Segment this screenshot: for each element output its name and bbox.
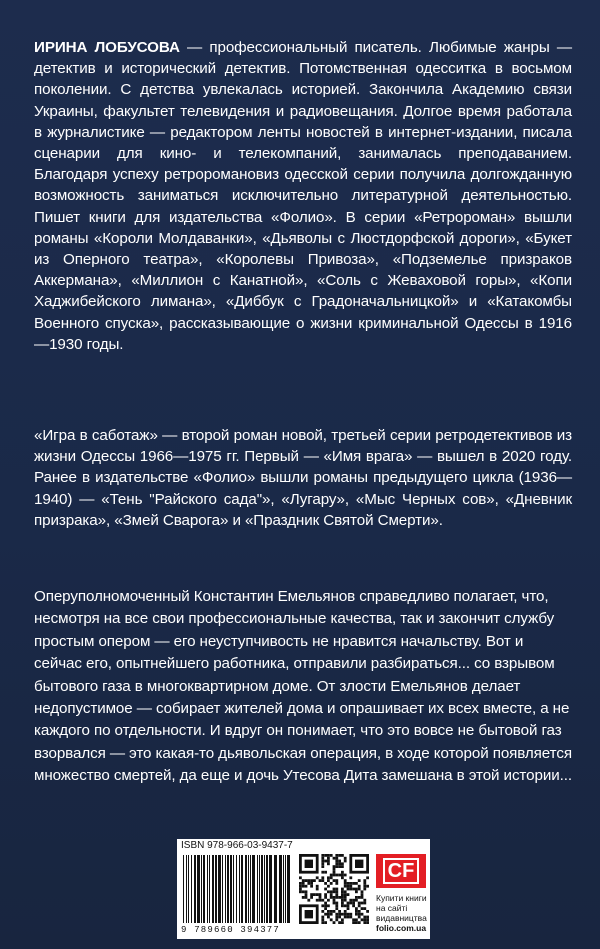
qr-module [358, 916, 361, 919]
qr-module [347, 902, 350, 905]
qr-module [333, 902, 336, 905]
qr-module [330, 918, 333, 921]
qr-module [341, 893, 344, 896]
qr-module [344, 885, 347, 888]
author-name: ИРИНА ЛОБУСОВА [34, 39, 180, 56]
qr-module [338, 913, 341, 916]
barcode-bar [259, 855, 260, 923]
qr-module [321, 871, 324, 874]
qr-module [335, 857, 338, 860]
qr-module [321, 854, 324, 857]
qr-module [344, 893, 347, 896]
qr-module [366, 921, 369, 924]
publisher-site: folio.com.ua [376, 923, 427, 933]
qr-module [363, 918, 366, 921]
qr-module [363, 907, 366, 910]
barcode-bar [186, 855, 187, 923]
qr-module [305, 890, 308, 893]
qr-module [324, 888, 327, 891]
qr-module [302, 879, 305, 882]
qr-module [333, 896, 336, 899]
qr-module [316, 885, 319, 888]
qr-module [327, 916, 330, 919]
qr-module [341, 918, 344, 921]
qr-module [316, 893, 319, 896]
qr-module [307, 879, 310, 882]
qr-module [366, 918, 369, 921]
qr-module [330, 874, 333, 877]
qr-module [355, 910, 358, 913]
qr-module [355, 913, 358, 916]
qr-module [330, 896, 333, 899]
qr-module [335, 913, 338, 916]
qr-module [352, 918, 355, 921]
qr-module [327, 913, 330, 916]
qr-module [333, 910, 336, 913]
qr-module [333, 921, 336, 924]
qr-module [358, 913, 361, 916]
qr-module [341, 896, 344, 899]
qr-module [358, 879, 361, 882]
barcode-bar [215, 855, 217, 923]
qr-module [324, 871, 327, 874]
qr-module [321, 918, 324, 921]
qr-module [341, 899, 344, 902]
barcode-bar [183, 855, 184, 923]
barcode-bar [218, 855, 221, 923]
qr-module [347, 885, 350, 888]
qr-module [349, 888, 352, 891]
qr-module [330, 893, 333, 896]
qr-module [299, 882, 302, 885]
barcode-bar [194, 855, 196, 923]
barcode-bar [222, 855, 223, 923]
qr-module [358, 904, 361, 907]
qr-module [363, 885, 366, 888]
qr-module [347, 916, 350, 919]
barcode-bar [245, 855, 247, 923]
qr-module [327, 899, 330, 902]
qr-finder-module [305, 910, 313, 918]
qr-module [335, 860, 338, 863]
qr-module [358, 910, 361, 913]
qr-module [333, 888, 336, 891]
qr-module [335, 896, 338, 899]
qr-module [335, 893, 338, 896]
qr-module [324, 921, 327, 924]
qr-module [355, 907, 358, 910]
qr-module [344, 916, 347, 919]
qr-module [355, 896, 358, 899]
qr-module [347, 882, 350, 885]
barcode-bar [191, 855, 192, 923]
qr-module [321, 857, 324, 860]
qr-module [355, 890, 358, 893]
qr-module [321, 879, 324, 882]
qr-module [366, 885, 369, 888]
qr-module [361, 913, 364, 916]
qr-module [307, 899, 310, 902]
qr-module [347, 893, 350, 896]
qr-module [313, 879, 316, 882]
qr-module [319, 893, 322, 896]
barcode-bar [207, 855, 208, 923]
qr-module [344, 904, 347, 907]
qr-module [352, 904, 355, 907]
barcode-bar [201, 855, 202, 923]
barcode-panel [177, 839, 430, 939]
buy-line-1: Купити книги [376, 893, 427, 903]
qr-module [324, 860, 327, 863]
qr-module [324, 904, 327, 907]
qr-module [299, 888, 302, 891]
qr-module [333, 899, 336, 902]
qr-module [327, 885, 330, 888]
qr-module [358, 885, 361, 888]
qr-module [363, 882, 366, 885]
qr-module [347, 913, 350, 916]
qr-module [363, 879, 366, 882]
qr-module [335, 890, 338, 893]
qr-module [358, 921, 361, 924]
barcode-bar [236, 855, 237, 923]
barcode-bar [252, 855, 255, 923]
barcode-bar [269, 855, 272, 923]
qr-module [333, 890, 336, 893]
qr-module [355, 918, 358, 921]
qr-module [344, 860, 347, 863]
qr-module [338, 916, 341, 919]
qr-module [335, 879, 338, 882]
qr-module [299, 885, 302, 888]
qr-module [324, 907, 327, 910]
author-bio [34, 37, 572, 355]
qr-module [344, 896, 347, 899]
qr-module [299, 876, 302, 879]
qr-module [316, 899, 319, 902]
qr-module [349, 902, 352, 905]
qr-module [363, 921, 366, 924]
qr-module [335, 854, 338, 857]
qr-module [310, 885, 313, 888]
qr-module [330, 854, 333, 857]
qr-module [321, 862, 324, 865]
qr-module [321, 904, 324, 907]
barcode-bar [203, 855, 205, 923]
qr-module [310, 893, 313, 896]
qr-module [344, 874, 347, 877]
qr-module [341, 902, 344, 905]
qr-module [338, 862, 341, 865]
barcode-bar [287, 855, 290, 923]
qr-module [330, 890, 333, 893]
qr-module [305, 885, 308, 888]
barcode-bar [257, 855, 258, 923]
qr-module [327, 857, 330, 860]
qr-module [338, 865, 341, 868]
qr-module [341, 890, 344, 893]
qr-module [333, 868, 336, 871]
qr-module [366, 876, 369, 879]
qr-module [321, 865, 324, 868]
barcode-bar [188, 855, 189, 923]
qr-module [335, 882, 338, 885]
qr-module [330, 882, 333, 885]
qr-module [333, 874, 336, 877]
barcode-bar [209, 855, 210, 923]
qr-module [355, 921, 358, 924]
qr-module [344, 882, 347, 885]
qr-module [333, 871, 336, 874]
qr-module [335, 907, 338, 910]
qr-module [341, 904, 344, 907]
qr-module [335, 916, 338, 919]
qr-module [327, 890, 330, 893]
qr-module [344, 890, 347, 893]
barcode-bar [279, 855, 282, 923]
qr-module [338, 854, 341, 857]
qr-module [313, 893, 316, 896]
qr-module [321, 916, 324, 919]
qr-module [355, 899, 358, 902]
barcode-bar [212, 855, 214, 923]
qr-module [335, 862, 338, 865]
qr-module [327, 862, 330, 865]
qr-module [341, 862, 344, 865]
barcode-bar [230, 855, 232, 923]
barcode-bar [264, 855, 265, 923]
qr-module [344, 910, 347, 913]
barcode-bar [266, 855, 268, 923]
qr-module [349, 913, 352, 916]
qr-module [335, 865, 338, 868]
qr-module [341, 865, 344, 868]
qr-module [302, 885, 305, 888]
qr-module [327, 854, 330, 857]
barcode-bar [233, 855, 234, 923]
qr-module [324, 902, 327, 905]
qr-module [310, 896, 313, 899]
qr-module [355, 888, 358, 891]
qr-module [366, 916, 369, 919]
qr-module [361, 896, 364, 899]
qr-module [324, 882, 327, 885]
barcode-bar [227, 855, 229, 923]
qr-module [352, 902, 355, 905]
qr-module [358, 896, 361, 899]
qr-module [363, 888, 366, 891]
qr-module [341, 854, 344, 857]
qr-module [347, 904, 350, 907]
qr-finder-module [355, 860, 363, 868]
qr-module [341, 913, 344, 916]
qr-module [341, 871, 344, 874]
qr-module [358, 888, 361, 891]
barcode-digits: 9 789660 394377 [181, 925, 281, 935]
qr-module [361, 890, 364, 893]
qr-module [344, 857, 347, 860]
qr-module [352, 921, 355, 924]
qr-module [363, 902, 366, 905]
qr-module [321, 860, 324, 863]
qr-module [344, 879, 347, 882]
qr-module [321, 921, 324, 924]
qr-module [333, 857, 336, 860]
author-bio-text: — профессиональный писатель. Любимые жанры — детектив и исторический детектив. Потомственная одесситка в восьмом поколении. С детства увлекалась историей. Закончила Академию связи Украины, факультет телевидения и радиовещания. Долгое время работала в журналистике — редактором ленты новостей в интернет-издании, писала сценарии для кино- и телекомпаний, занималась преподаванием. Благодаря успеху ретроромановиз одесской серии получила долгожданную возможность заниматься исключительно литературной деятельностью. Пишет книги для издательства «Фолио». В серии «Ретророман» вышли романы «Короли Молдаванки», «Дьяволы с Люстдорфской дороги», «Букет из Оперного театра», «Королевы Привоза», «Подземелье призраков Аккермана», «Миллион с Канатной», «Соль с Жеваховой горы», «Копи Хаджибейского лимана», «Диббук с Градоначальницкой» и «Катакомбы Военного спуска», рассказывающие о жизни криминальной Одессы в 1916—1930 годы. [34, 39, 572, 353]
qr-module [302, 882, 305, 885]
qr-module [338, 874, 341, 877]
barcode-bar [241, 855, 243, 923]
qr-module [299, 890, 302, 893]
qr-module [333, 865, 336, 868]
qr-module [361, 902, 364, 905]
qr-module [330, 910, 333, 913]
qr-module [327, 860, 330, 863]
qr-module [349, 882, 352, 885]
qr-module [327, 879, 330, 882]
qr-module [338, 896, 341, 899]
qr-module [316, 888, 319, 891]
qr-module [333, 879, 336, 882]
qr-module [321, 876, 324, 879]
buy-online-text [376, 893, 430, 933]
qr-module [310, 882, 313, 885]
qr-module [335, 904, 338, 907]
qr-module [349, 876, 352, 879]
qr-module [305, 879, 308, 882]
qr-module [335, 888, 338, 891]
qr-module [366, 910, 369, 913]
qr-module [305, 896, 308, 899]
qr-finder-module [305, 860, 313, 868]
qr-module [305, 893, 308, 896]
barcode-bar [197, 855, 200, 923]
qr-module [341, 921, 344, 924]
qr-module [347, 888, 350, 891]
publisher-logo-text: CF [383, 858, 420, 884]
qr-module [327, 910, 330, 913]
qr-module [338, 921, 341, 924]
book-description: Оперуполномоченный Константин Емельянов справедливо полагает, что, несмотря на все свои профессиональные качества, так и закончит службу простым опером — его неуступчивость не нравится начальству. Вот и сейчас его, опытнейшего работника, отправили разбираться... со взрывом бытового газа в многоквартирном доме. От злости Емельянов делает недопустимое — собирает жителей дома и опрашивает их всех вместе, а не каждого по отдельности. И вдруг он понимает, что это вовсе не бытовой газ взорвался — это какая-то дьявольская операция, в ходе которой появляется множество смертей, да еще и дочь Утесова Дита замешана в этой истории... [34, 588, 572, 785]
qr-module [335, 902, 338, 905]
qr-module [302, 896, 305, 899]
buy-line-2: на сайті [376, 903, 408, 913]
qr-module [341, 874, 344, 877]
qr-module [352, 899, 355, 902]
qr-module [327, 876, 330, 879]
qr-module [327, 904, 330, 907]
qr-module [363, 916, 366, 919]
qr-module [307, 882, 310, 885]
qr-module [324, 893, 327, 896]
qr-module [316, 876, 319, 879]
qr-module [358, 902, 361, 905]
qr-module [355, 882, 358, 885]
qr-module [349, 885, 352, 888]
barcode-bar [285, 855, 286, 923]
isbn-label: ISBN 978-966-03-9437-7 [181, 840, 293, 851]
barcode-bar [250, 855, 251, 923]
qr-module [321, 899, 324, 902]
qr-module [341, 876, 344, 879]
series-info: «Игра в саботаж» — второй роман новой, третьей серии ретродетективов из жизни Одессы 1966—1975 гг. Первый — «Имя врага» — вышел в 2020 году. Ранее в издательстве «Фолио» вышли романы предыдущего цикла (1936—1940) — «Тень "Райского сада"», «Лугару», «Мыс Черных сов», «Дневник призрака», «Змей Сварога» и «Праздник Святой Смерти». [34, 427, 572, 529]
qr-module [352, 888, 355, 891]
qr-module [352, 882, 355, 885]
qr-module [361, 918, 364, 921]
qr-module [349, 916, 352, 919]
qr-module [347, 907, 350, 910]
publisher-logo [376, 854, 426, 888]
qr-module [335, 874, 338, 877]
qr-module [310, 879, 313, 882]
qr-module [361, 893, 364, 896]
qr-module [319, 879, 322, 882]
qr-module [302, 890, 305, 893]
qr-module [338, 860, 341, 863]
qr-module [335, 918, 338, 921]
qr-code-icon [299, 854, 369, 924]
barcode-bar [261, 855, 263, 923]
barcode-bar [239, 855, 240, 923]
qr-module [324, 854, 327, 857]
qr-module [341, 888, 344, 891]
qr-module [330, 876, 333, 879]
qr-module [344, 899, 347, 902]
barcode-bar [283, 855, 284, 923]
barcode-bar [225, 855, 226, 923]
qr-module [321, 910, 324, 913]
qr-module [319, 896, 322, 899]
qr-module [324, 896, 327, 899]
barcode-image [181, 855, 293, 923]
barcode-bar [248, 855, 249, 923]
buy-line-3: видавництва [376, 913, 427, 923]
qr-module [349, 899, 352, 902]
qr-module [319, 899, 322, 902]
barcode-bar [274, 855, 277, 923]
qr-module [330, 913, 333, 916]
qr-module [361, 907, 364, 910]
qr-module [324, 913, 327, 916]
qr-module [363, 899, 366, 902]
qr-module [344, 913, 347, 916]
qr-module [338, 910, 341, 913]
